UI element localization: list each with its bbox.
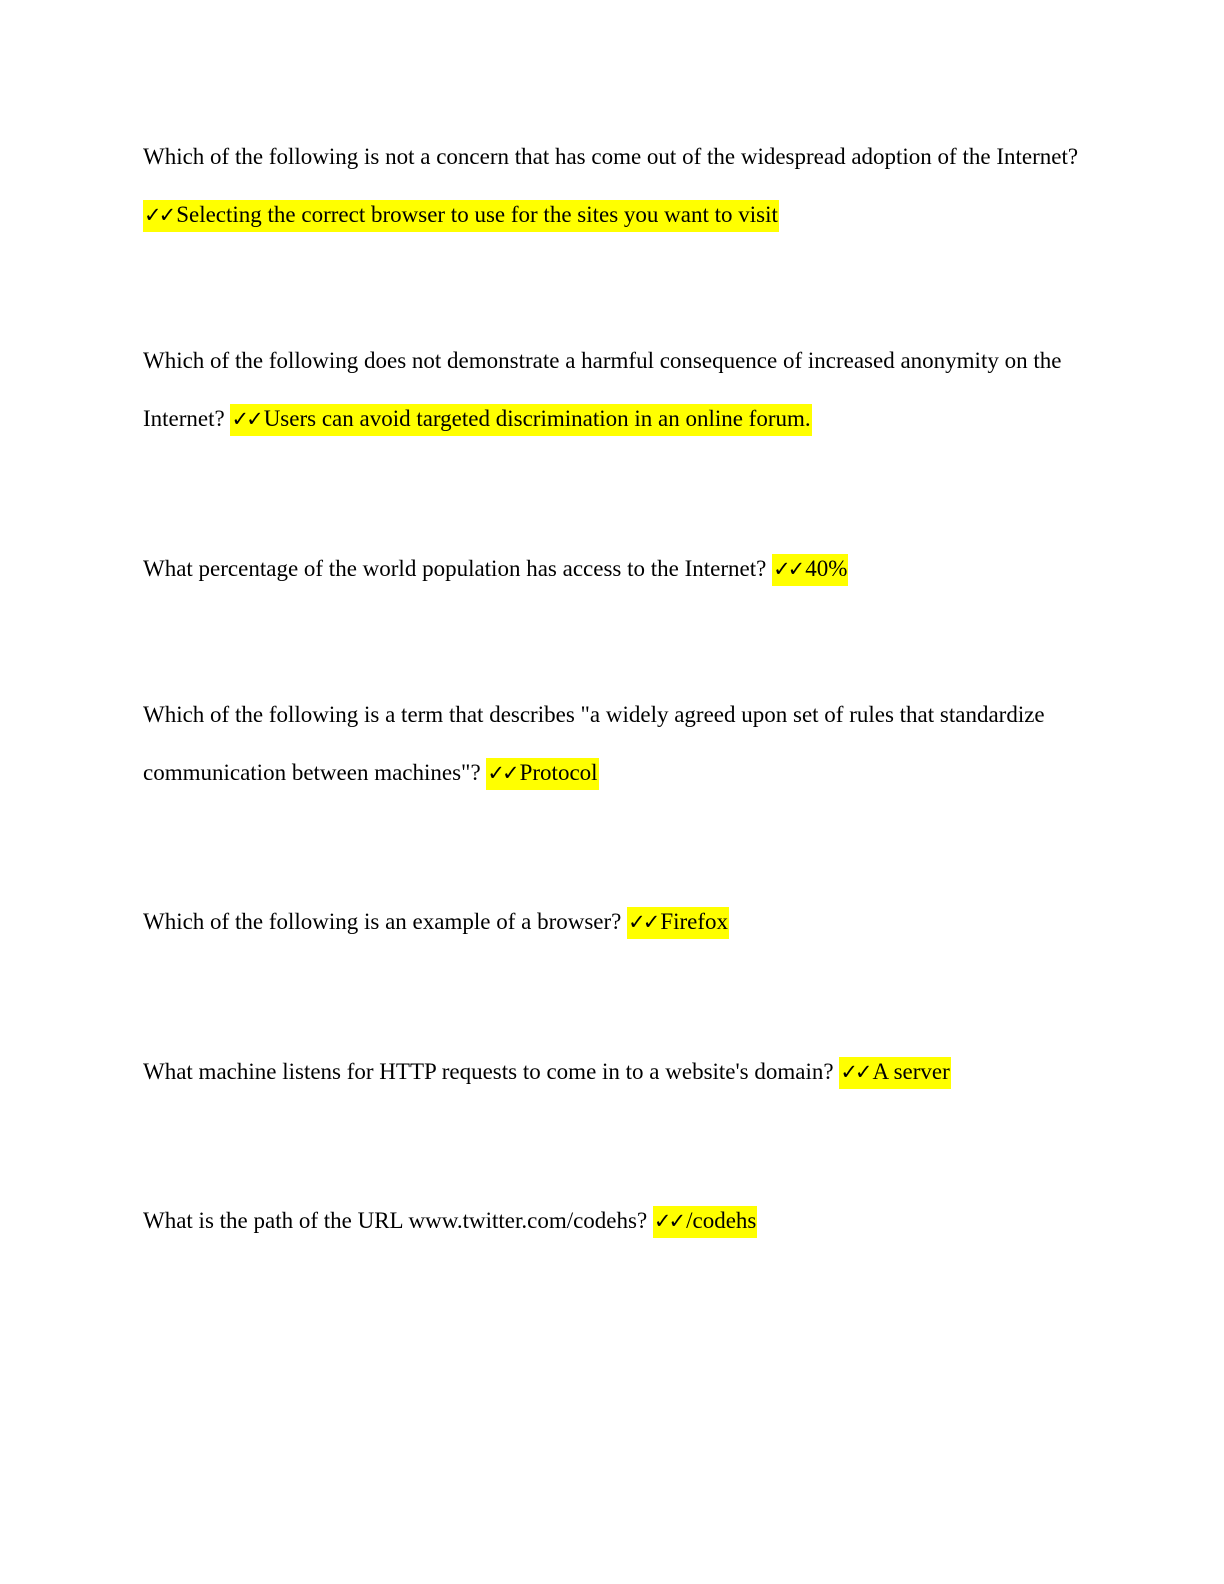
answer-text: A server	[872, 1059, 950, 1084]
check-icon: ✓✓	[840, 1060, 870, 1084]
answer-text: Firefox	[660, 909, 729, 934]
check-icon: ✓✓	[653, 1209, 684, 1233]
question-text: Which of the following does not demonstrate a harmful consequence of increased anonymity on the Internet?	[143, 348, 1062, 431]
answer-text: Selecting the correct browser to use for the sites you want to visit	[176, 202, 778, 227]
qa-item	[143, 686, 1083, 802]
answer-highlight	[653, 1206, 757, 1238]
question-text: Which of the following is an example of a browser?	[143, 909, 622, 934]
question-text: What is the path of the URL www.twitter.com/codehs?	[143, 1208, 648, 1233]
answer-highlight	[143, 200, 779, 232]
answer-highlight	[839, 1057, 950, 1089]
answer-highlight	[772, 554, 848, 586]
answer-text: 40%	[805, 556, 848, 581]
answer-highlight	[486, 758, 598, 790]
qa-item	[143, 1043, 1083, 1101]
answer-text: Protocol	[519, 760, 598, 785]
qa-item	[143, 332, 1083, 448]
question-text: Which of the following is a term that describes "a widely agreed upon set of rules that standardize communication between machines"?	[143, 702, 1045, 785]
qa-item	[143, 1192, 1083, 1250]
answer-highlight	[230, 404, 811, 436]
qa-item	[143, 893, 1083, 951]
answer-text: Users can avoid targeted discrimination in an online forum.	[263, 406, 811, 431]
qa-item	[143, 128, 1083, 244]
qa-item	[143, 540, 1083, 598]
check-icon: ✓✓	[487, 761, 517, 785]
question-text: What percentage of the world population has access to the Internet?	[143, 556, 767, 581]
answer-highlight	[627, 907, 729, 939]
check-icon: ✓✓	[144, 203, 174, 227]
question-text: Which of the following is not a concern that has come out of the widespread adoption of the Internet?	[143, 144, 1079, 169]
check-icon: ✓✓	[231, 407, 261, 431]
check-icon: ✓✓	[773, 557, 803, 581]
answer-text: /codehs	[686, 1208, 757, 1233]
check-icon: ✓✓	[628, 910, 658, 934]
question-text: What machine listens for HTTP requests to come in to a website's domain?	[143, 1059, 834, 1084]
